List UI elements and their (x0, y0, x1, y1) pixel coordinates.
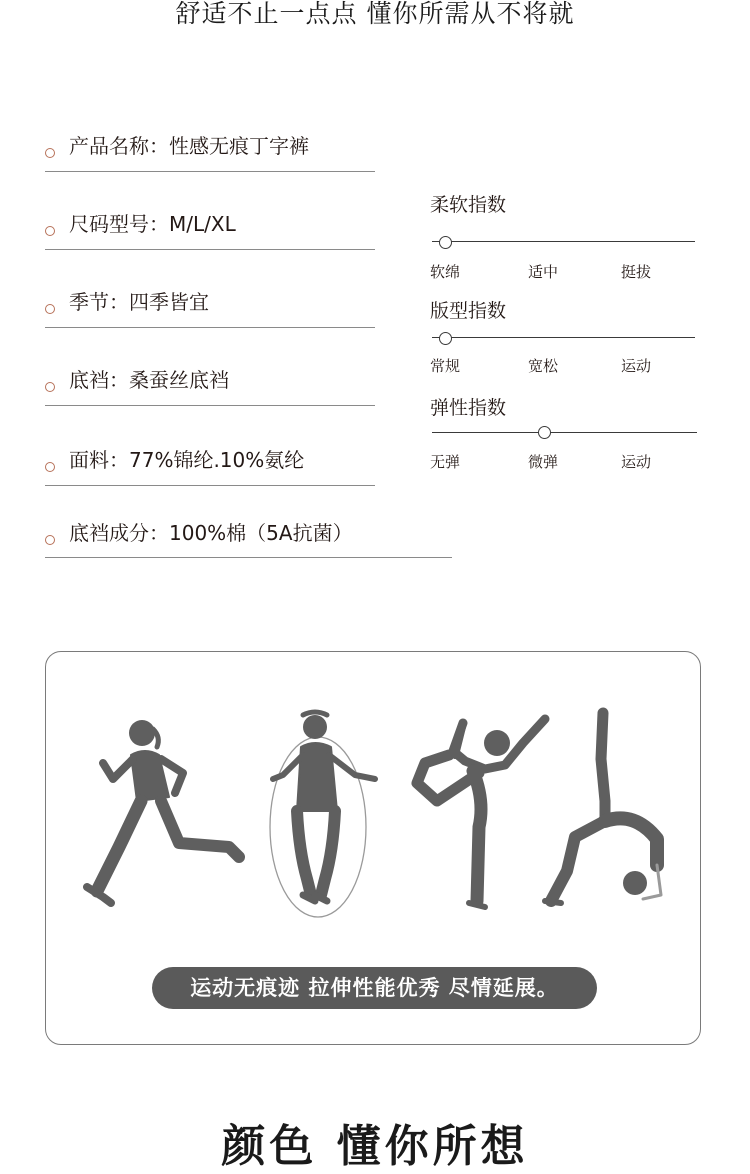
divider (45, 171, 375, 172)
elasticity-index-knob (538, 426, 551, 439)
spec-value: 100%棉（5A抗菌） (169, 521, 353, 545)
bullet-dot-icon (45, 462, 55, 472)
spec-label: 底裆： (69, 368, 129, 392)
fit-index-title: 版型指数 (430, 300, 507, 322)
divider (45, 557, 452, 558)
spec-label: 尺码型号： (69, 212, 169, 236)
elasticity-level-label: 无弹 (430, 453, 461, 471)
fit-level-label: 运动 (621, 357, 652, 375)
spec-value: 桑蚕丝底裆 (129, 368, 229, 392)
dancer-pose-silhouette-icon (417, 719, 545, 907)
bullet-dot-icon (45, 304, 55, 314)
spec-value: 77%锦纶.10%氨纶 (129, 448, 305, 472)
softness-index-title: 柔软指数 (430, 194, 507, 216)
spec-value: M/L/XL (169, 212, 236, 236)
bullet-dot-icon (45, 535, 55, 545)
softness-index-knob (439, 236, 452, 249)
fit-index-knob (439, 332, 452, 345)
runner-silhouette-icon (87, 720, 239, 903)
spec-label: 产品名称： (69, 134, 169, 158)
elasticity-index-title: 弹性指数 (430, 397, 507, 419)
jump-rope-silhouette-icon (270, 712, 375, 917)
bullet-dot-icon (45, 226, 55, 236)
fit-level-label: 宽松 (528, 357, 559, 375)
spec-label: 底裆成分： (69, 521, 169, 545)
backbend-silhouette-icon (545, 713, 661, 903)
softness-index-track (432, 241, 695, 242)
spec-label: 季节： (69, 290, 129, 314)
divider (45, 405, 375, 406)
fit-index-track (432, 337, 695, 338)
divider (45, 249, 375, 250)
bullet-dot-icon (45, 382, 55, 392)
softness-level-label: 挺拔 (621, 263, 652, 281)
divider (45, 327, 375, 328)
sports-feature-banner: 运动无痕迹 拉伸性能优秀 尽情延展。 (152, 967, 597, 1009)
spec-value: 性感无痕丁字裤 (169, 134, 309, 158)
top-slogan: 舒适不止一点点 懂你所需从不将就 (175, 0, 575, 28)
elasticity-index-track (432, 432, 697, 433)
spec-value: 四季皆宜 (129, 290, 209, 314)
bullet-dot-icon (45, 148, 55, 158)
elasticity-level-label: 微弹 (528, 453, 559, 471)
divider (45, 485, 375, 486)
fit-level-label: 常规 (430, 357, 461, 375)
spec-label: 面料： (69, 448, 129, 472)
softness-level-label: 软绵 (430, 263, 461, 281)
elasticity-level-label: 运动 (621, 453, 652, 471)
section-title: 颜色 懂你所想 (221, 1121, 529, 1172)
softness-level-label: 适中 (528, 263, 559, 281)
